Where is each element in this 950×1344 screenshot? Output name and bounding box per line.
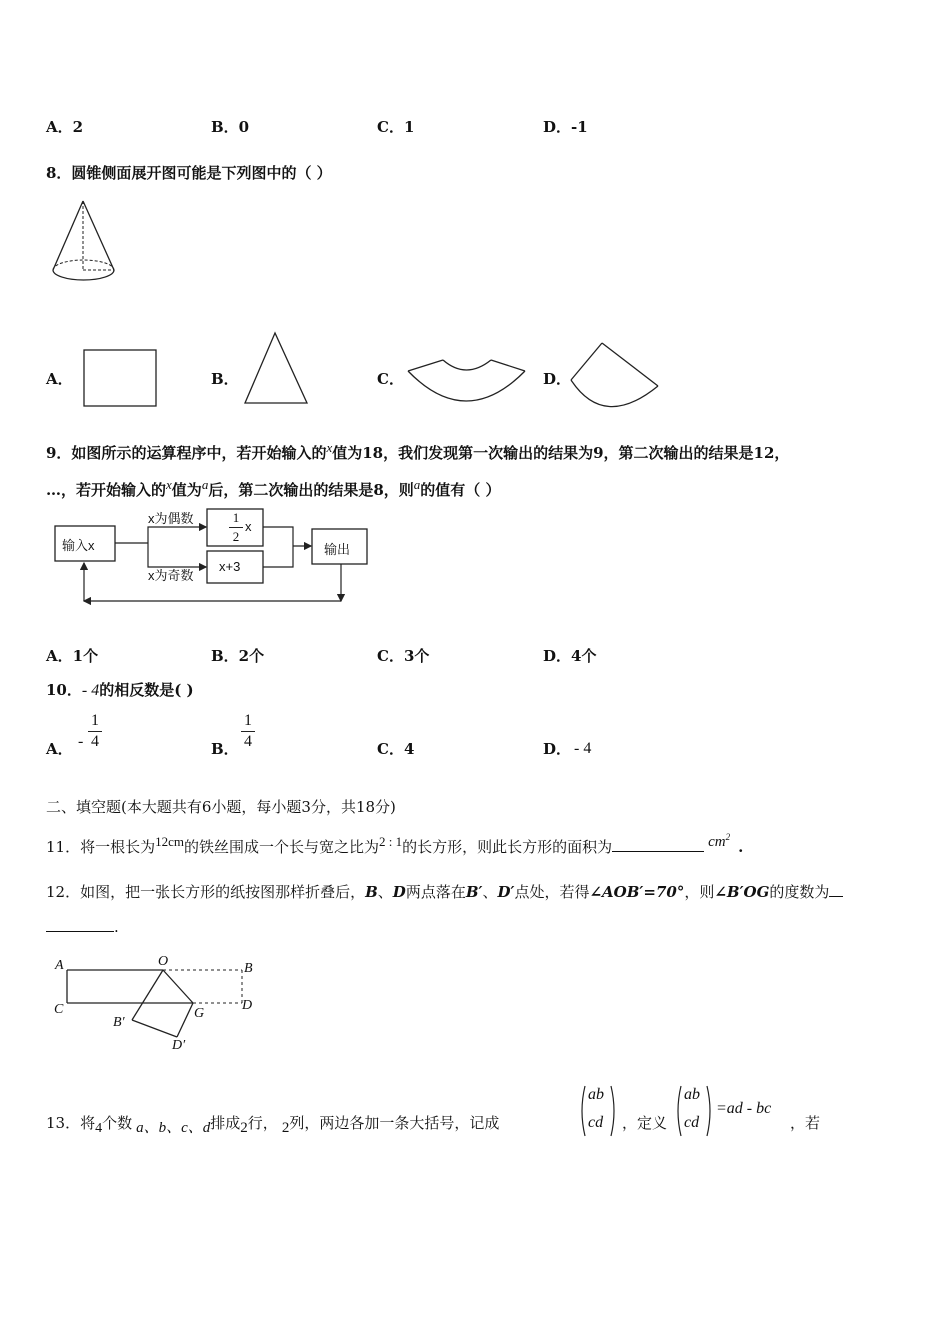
q9-line2-text-a: …，若开始输入的: [46, 481, 167, 499]
q13-matrix-1-bottom: cd: [588, 1114, 604, 1131]
q13-definition: =ad - bc: [716, 1100, 772, 1117]
q10-option-c[interactable]: C．4: [377, 740, 415, 758]
q11-unit-exp: 2: [725, 832, 731, 842]
q11-unit-text: cm: [708, 834, 726, 850]
q13-text-e: 列，两边各加一条大括号，记成: [289, 1114, 500, 1132]
q12-text-f: 的度数为: [769, 883, 830, 901]
q10-option-d-label[interactable]: D．: [543, 740, 572, 758]
q12-answer-blank-start[interactable]: [829, 896, 843, 897]
q9-var-a: a: [201, 477, 209, 492]
q13-line-start: [46, 1112, 499, 1137]
q9-flowchart: [48, 505, 393, 610]
q9-line2-text-d: 的值有（ ）: [420, 481, 501, 499]
q11-text-c: 的长方形，则此长方形的面积为: [402, 838, 613, 856]
q12-end: .: [114, 918, 119, 936]
q13-matrix-1-top: ab: [588, 1086, 604, 1103]
q10-option-b-label[interactable]: B．: [211, 740, 239, 758]
q12-fold-figure: [50, 954, 265, 1056]
flow-half-fraction: [229, 510, 243, 545]
sector-figure: [566, 340, 662, 410]
q13-text-b: 个数: [102, 1114, 133, 1132]
q13-n2b: 2: [281, 1120, 290, 1136]
q11-end: .: [738, 838, 744, 856]
fold-label-a: A: [55, 958, 64, 973]
q9-line1: [46, 440, 789, 463]
q13-text-c: 排成: [210, 1114, 241, 1132]
q10-option-a-fraction: [88, 712, 102, 751]
q8-option-a[interactable]: A．: [46, 370, 73, 388]
q12-point-d: D: [392, 883, 406, 901]
q11-answer-blank[interactable]: [612, 851, 704, 852]
q9-var-x-2: x: [166, 477, 172, 492]
q9-option-b[interactable]: B．2个: [211, 647, 265, 665]
q12-point-b: B: [365, 883, 378, 901]
fold-label-bp: B′: [113, 1015, 125, 1030]
q13-text-g: ，若: [790, 1114, 821, 1132]
q9-var-x: x: [326, 440, 333, 455]
q13-text-f: ，定义: [622, 1114, 668, 1132]
q12-text-a: 12．如图，把一张长方形的纸按图那样折叠后，: [46, 883, 366, 901]
q10-a-frac-bar: [88, 731, 102, 732]
q9-line1-text-a: 9．如图所示的运算程序中，若开始输入的: [46, 444, 327, 462]
flow-odd-label: x为奇数: [148, 568, 194, 583]
q8-question: 8．圆锥侧面展开图可能是下列图中的（ ）: [46, 164, 332, 182]
q12-point-bp: B′: [465, 883, 483, 901]
q10-b-frac-num: 1: [244, 712, 252, 729]
q13-n2a: 2: [240, 1120, 248, 1136]
q9-option-d[interactable]: D．4个: [543, 647, 597, 665]
q10-a-frac-den: 4: [91, 733, 99, 750]
q10-option-a-label[interactable]: A．: [46, 740, 73, 758]
q10-option-b-fraction: [241, 712, 255, 751]
section2-title: 二、填空题(本大题共有6小题，每小题3分，共18分): [46, 798, 396, 816]
flow-even-label: x为偶数: [148, 511, 194, 526]
flow-half-num: 1: [232, 510, 240, 525]
q12-text-e: ，则: [684, 883, 715, 901]
q9-line2-text-c: 后，第二次输出的结果是8，则: [208, 481, 414, 499]
q12-angle2: ∠B′OG: [714, 883, 770, 901]
q10-suffix: 的相反数是( ): [99, 681, 194, 699]
q7-option-b[interactable]: B．0: [211, 118, 250, 136]
q10-number: - 4: [81, 682, 100, 699]
q7-option-d[interactable]: D．-1: [543, 118, 588, 136]
q11-ratio: 2 : 1: [379, 834, 403, 849]
q12-point-dp: D′: [497, 883, 515, 901]
q12-line2: [46, 918, 119, 936]
q9-var-a-2: a: [413, 477, 421, 492]
q11-line: [46, 832, 743, 857]
annular-sector-figure: [405, 355, 530, 410]
q9-option-c[interactable]: C．3个: [377, 647, 430, 665]
q7-option-a[interactable]: A．2: [46, 118, 84, 136]
q8-option-c[interactable]: C．: [377, 370, 404, 388]
q13-n4: 4: [95, 1121, 103, 1136]
q13-matrix-2-top: ab: [684, 1086, 700, 1103]
fold-label-dp: D′: [172, 1038, 186, 1053]
q12-answer-blank-end[interactable]: [46, 931, 114, 932]
q13-vars: a、b、c、d: [136, 1120, 211, 1136]
q11-unit: [708, 834, 730, 850]
q12-line1: [46, 881, 843, 902]
fold-label-b: B: [244, 961, 253, 976]
q11-text-a: 11．将一根长为: [46, 838, 156, 856]
fold-label-d: D: [242, 998, 253, 1013]
flow-input-label: 输入x: [62, 538, 95, 553]
q10-option-a-sign: -: [78, 733, 84, 750]
fold-label-c: C: [54, 1002, 64, 1017]
q8-option-b[interactable]: B．: [211, 370, 239, 388]
triangle-figure: [242, 330, 312, 408]
rectangle-figure: [82, 348, 160, 410]
flow-half-x: x: [245, 519, 252, 534]
q13-text-a: 13．将: [46, 1114, 96, 1132]
q10-b-frac-bar: [241, 731, 255, 732]
q12-sep1: 、: [377, 883, 393, 901]
fold-label-g: G: [194, 1006, 205, 1021]
q9-line2-text-b: 值为: [171, 481, 202, 499]
q13-text-d: 行，: [247, 1114, 278, 1132]
q13-matrix-2-bottom: cd: [684, 1114, 700, 1131]
q10-b-frac-den: 4: [244, 733, 252, 750]
q12-text-c: 两点落在: [405, 883, 466, 901]
q12-angle1: ∠AOB′=70°: [589, 883, 685, 901]
q12-text-d: 点处，若得: [514, 883, 590, 901]
q10-a-frac-num: 1: [91, 712, 99, 729]
q10-question: [46, 679, 194, 700]
flow-plus3-label: x+3: [219, 559, 241, 574]
flow-half-den: 2: [232, 529, 240, 544]
q11-text-b: 的铁丝围成一个长与宽之比为: [183, 838, 379, 856]
q9-option-a[interactable]: A．1个: [46, 647, 99, 665]
fold-label-o: O: [158, 954, 169, 969]
q10-option-d-value: - 4: [574, 740, 592, 757]
flow-half-bar: [229, 527, 243, 528]
q7-option-c[interactable]: C．1: [377, 118, 415, 136]
q9-line2: [46, 477, 501, 500]
q10-prefix: 10．: [46, 681, 82, 699]
q12-sep2: 、: [482, 883, 498, 901]
flow-output-label: 输出: [324, 542, 351, 557]
q9-line1-text-b: 值为18，我们发现第一次输出的结果为9，第二次输出的结果是12，: [332, 444, 790, 462]
q11-length: 12cm: [155, 834, 184, 849]
q8-option-d[interactable]: D．: [543, 370, 572, 388]
cone-figure: [48, 198, 120, 290]
